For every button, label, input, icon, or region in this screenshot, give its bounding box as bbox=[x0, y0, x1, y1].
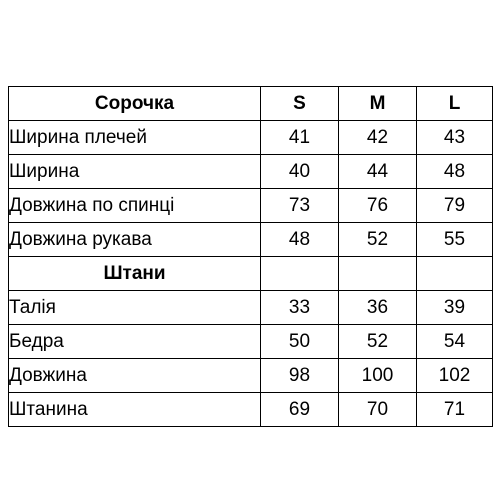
value-l: 54 bbox=[417, 325, 493, 359]
value-m: 70 bbox=[339, 393, 417, 427]
value-l: 39 bbox=[417, 291, 493, 325]
value-s: 98 bbox=[261, 359, 339, 393]
value-s: 50 bbox=[261, 325, 339, 359]
value-l: 48 bbox=[417, 155, 493, 189]
section-row-pants bbox=[9, 257, 493, 291]
value-s: 40 bbox=[261, 155, 339, 189]
table-row bbox=[9, 121, 493, 155]
value-l: 79 bbox=[417, 189, 493, 223]
empty-cell bbox=[339, 257, 417, 291]
empty-cell bbox=[261, 257, 339, 291]
value-s: 73 bbox=[261, 189, 339, 223]
value-l: 71 bbox=[417, 393, 493, 427]
row-label: Бедра bbox=[9, 325, 261, 359]
size-chart-table bbox=[8, 86, 493, 427]
size-header-m: M bbox=[339, 87, 417, 121]
row-label: Талія bbox=[9, 291, 261, 325]
value-m: 42 bbox=[339, 121, 417, 155]
value-m: 76 bbox=[339, 189, 417, 223]
value-s: 48 bbox=[261, 223, 339, 257]
value-m: 52 bbox=[339, 223, 417, 257]
value-s: 41 bbox=[261, 121, 339, 155]
row-label: Довжина рукава bbox=[9, 223, 261, 257]
table-header-row bbox=[9, 87, 493, 121]
row-label: Ширина bbox=[9, 155, 261, 189]
table-row bbox=[9, 325, 493, 359]
table-row bbox=[9, 291, 493, 325]
section-heading-pants: Штани bbox=[9, 257, 261, 291]
value-m: 36 bbox=[339, 291, 417, 325]
value-s: 69 bbox=[261, 393, 339, 427]
row-label: Штанина bbox=[9, 393, 261, 427]
value-s: 33 bbox=[261, 291, 339, 325]
value-m: 100 bbox=[339, 359, 417, 393]
value-l: 55 bbox=[417, 223, 493, 257]
table-row bbox=[9, 189, 493, 223]
value-m: 44 bbox=[339, 155, 417, 189]
row-label: Довжина по спинці bbox=[9, 189, 261, 223]
value-l: 102 bbox=[417, 359, 493, 393]
table-row bbox=[9, 393, 493, 427]
table-row bbox=[9, 223, 493, 257]
empty-cell bbox=[417, 257, 493, 291]
row-label: Ширина плечей bbox=[9, 121, 261, 155]
value-m: 52 bbox=[339, 325, 417, 359]
size-header-s: S bbox=[261, 87, 339, 121]
table-row bbox=[9, 359, 493, 393]
size-header-l: L bbox=[417, 87, 493, 121]
value-l: 43 bbox=[417, 121, 493, 155]
section-heading-shirt: Сорочка bbox=[9, 87, 261, 121]
row-label: Довжина bbox=[9, 359, 261, 393]
table-row bbox=[9, 155, 493, 189]
